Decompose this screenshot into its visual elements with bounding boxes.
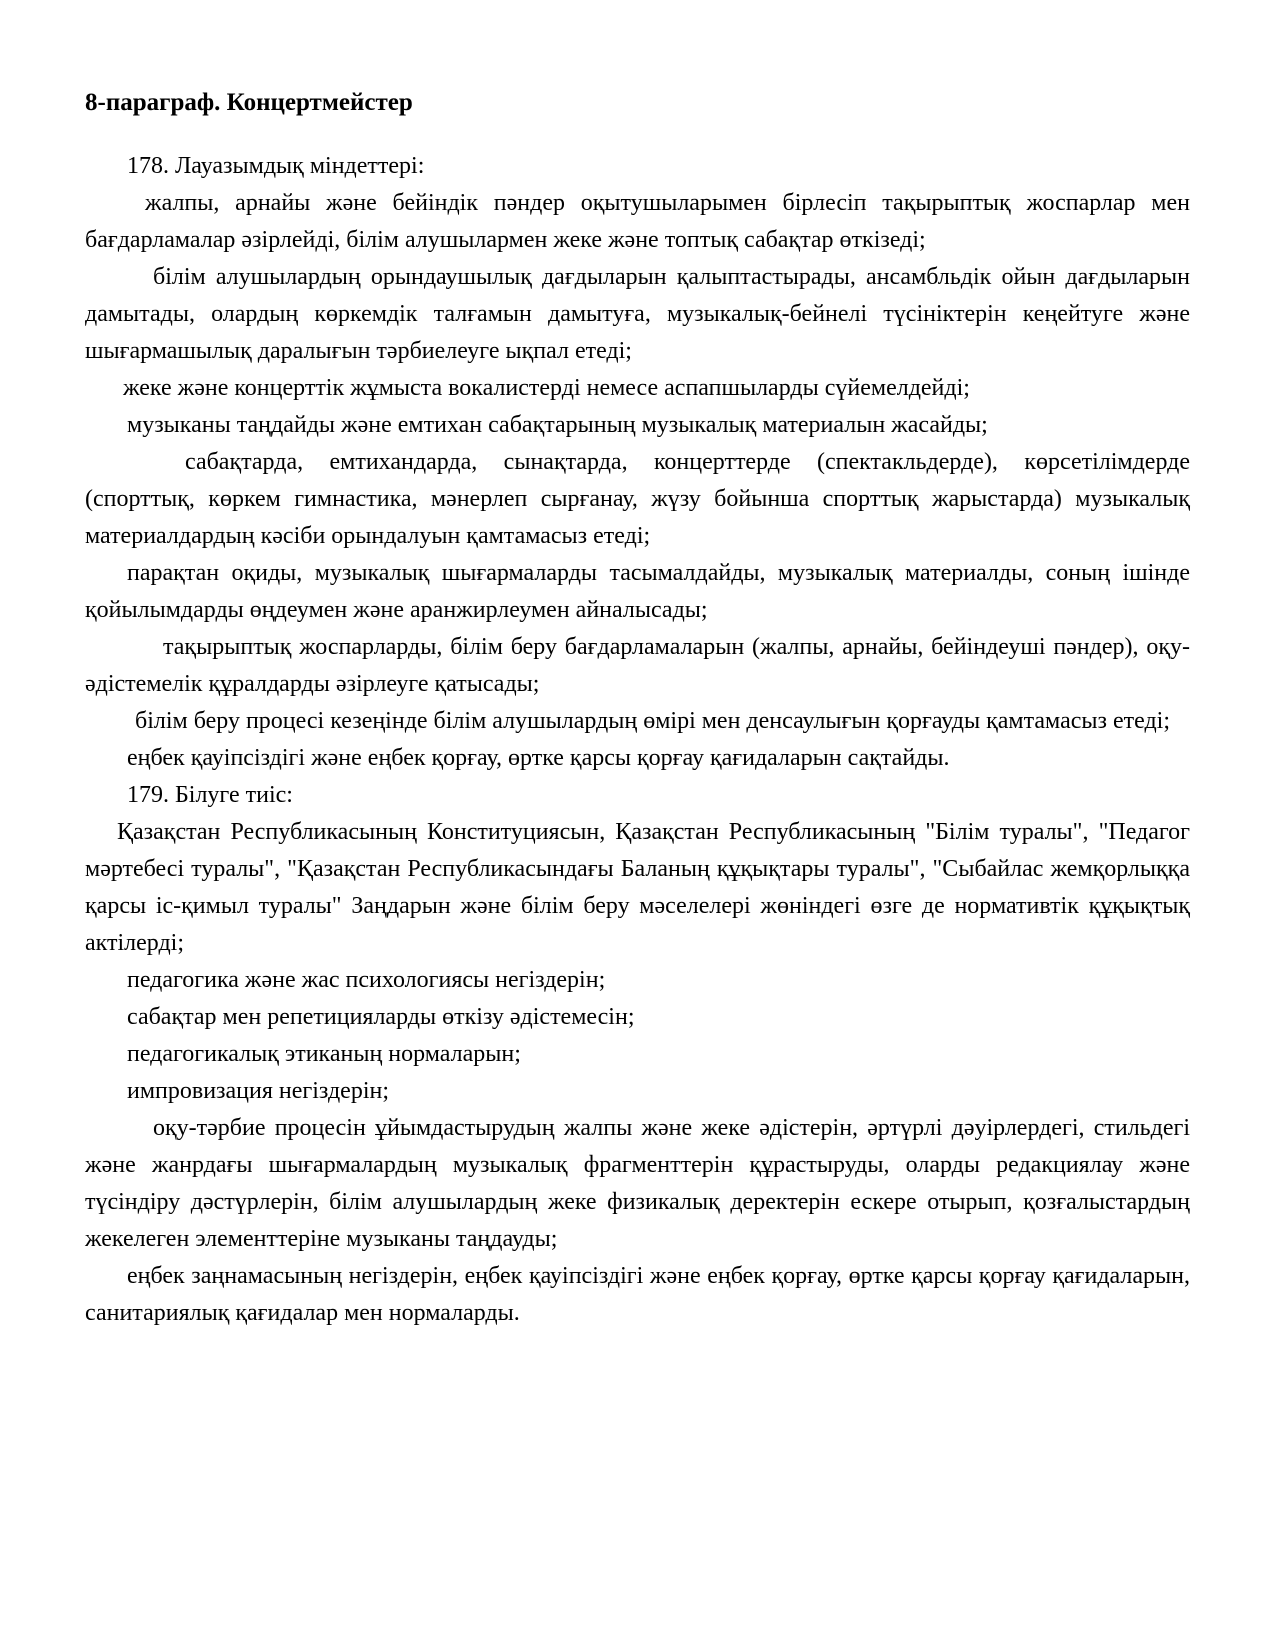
paragraph: педагогикалық этиканың нормаларын;: [127, 1041, 521, 1067]
paragraph-179-title: 179. Білуге тиіс:: [127, 782, 293, 808]
paragraph: білім алушылардың орындаушылық дағдыларын қалыптастырады, ансамбльдік ойын дағдыларын дамытады, олардың көркемдік талғамын дамытуға, музыкалық-бейнелі түсініктерін кеңейтуге және шығармашылық даралығын тәрбиелеуге ықпал етеді;: [85, 264, 1190, 364]
paragraph: сабақтарда, емтихандарда, сынақтарда, концерттерде (спектакльдерде), көрсетілімдерде (спорттық, көркем гимнастика, мәнерлеп сырғанау, жүзу бойынша спорттық жарыстарда) музыкалық материалдардың кәсіби орындалуын қамтамасыз етеді;: [85, 449, 1190, 549]
paragraph: еңбек заңнамасының негіздерін, еңбек қауіпсіздігі және еңбек қорғау, өртке қарсы қорғау қағидаларын, санитариялық қағидалар мен нормаларды.: [85, 1263, 1190, 1326]
paragraph: сабақтар мен репетицияларды өткізу әдістемесін;: [127, 1004, 635, 1030]
document-heading: 8-параграф. Концертмейстер: [85, 89, 413, 116]
paragraph: білім беру процесі кезеңінде білім алушылардың өмірі мен денсаулығын қорғауды қамтамасыз етеді;: [135, 708, 1171, 734]
paragraph: парақтан оқиды, музыкалық шығармаларды тасымалдайды, музыкалық материалды, соның ішінде қойылымдарды өңдеумен және аранжирлеумен айналысады;: [85, 560, 1190, 623]
paragraph: еңбек қауіпсіздігі және еңбек қорғау, өртке қарсы қорғау қағидаларын сақтайды.: [127, 745, 950, 771]
paragraph-178-title: 178. Лауазымдық міндеттері:: [127, 153, 425, 179]
paragraph: тақырыптық жоспарларды, білім беру бағдарламаларын (жалпы, арнайы, бейіндеуші пәндер), оқу-әдістемелік құралдарды әзірлеуге қатысады;: [85, 634, 1190, 697]
paragraph: жалпы, арнайы және бейіндік пәндер оқытушыларымен бірлесіп тақырыптық жоспарлар мен бағдарламалар әзірлейді, білім алушылармен жеке және топтық сабақтар өткізеді;: [85, 190, 1190, 253]
paragraph: жеке және концерттік жұмыста вокалистерді немесе аспапшыларды сүйемелдейді;: [123, 375, 970, 401]
paragraph: Қазақстан Республикасының Конституциясын, Қазақстан Республикасының "Білім туралы", "Педагог мәртебесі туралы", "Қазақстан Республикасындағы Баланың құқықтары туралы", "Сыбайлас жемқорлыққа қарсы іс-қимыл туралы" Заңдарын және білім беру мәселелері жөніндегі өзге де нормативтік құқықтық актілерді;: [85, 819, 1190, 956]
paragraph: оқу-тәрбие процесін ұйымдастырудың жалпы және жеке әдістерін, әртүрлі дәуірлердегі, стильдегі және жанрдағы шығармалардың музыкалық фрагменттерін құрастыруды, оларды редакциялау және түсіндіру дәстүрлерін, білім алушылардың жеке физикалық деректерін ескере отырып, қозғалыстардың жекелеген элементтеріне музыканы таңдауды;: [85, 1115, 1190, 1252]
paragraph: музыканы таңдайды және емтихан сабақтарының музыкалық материалын жасайды;: [127, 412, 988, 438]
paragraph: импровизация негіздерін;: [127, 1078, 390, 1104]
paragraph: педагогика және жас психологиясы негіздерін;: [127, 967, 606, 993]
